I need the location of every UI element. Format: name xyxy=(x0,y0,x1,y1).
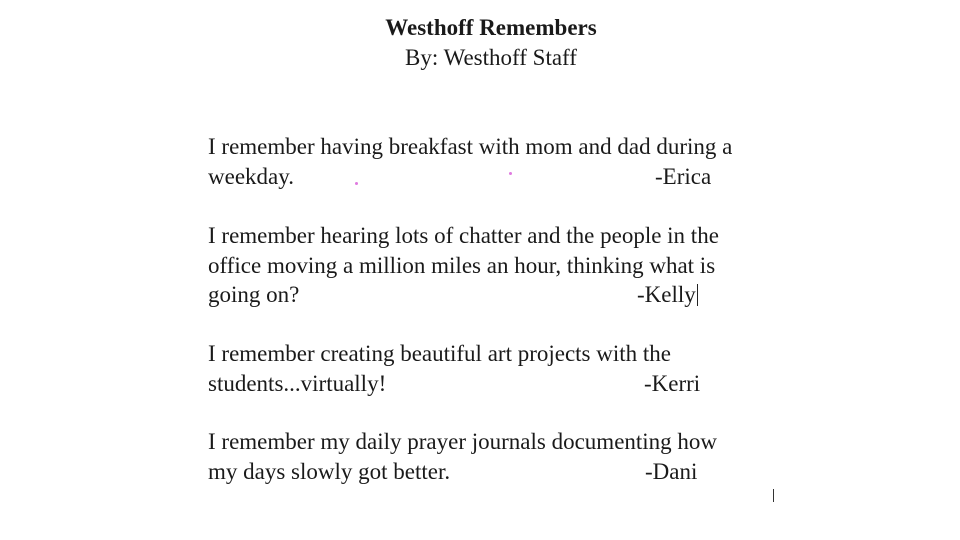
document-byline: By: Westhoff Staff xyxy=(405,45,577,70)
entry-line: I remember having breakfast with mom and dad during a xyxy=(208,134,733,159)
memory-entry-erica xyxy=(208,132,768,191)
entry-author-with-caret[interactable] xyxy=(637,280,698,310)
stray-ink-dot xyxy=(355,182,358,185)
entry-line: students...virtually! xyxy=(208,370,387,396)
entry-line: office moving a million miles an hour, thinking what is xyxy=(208,252,716,278)
entry-author: -Kerri xyxy=(644,370,701,396)
text-caret xyxy=(697,284,698,306)
entry-last-line xyxy=(208,162,768,192)
entry-line: my days slowly got better. xyxy=(208,458,451,484)
entry-author: -Kelly xyxy=(637,282,696,307)
entry-line: going on? xyxy=(208,282,300,307)
entry-line: I remember creating beautiful art projects with the xyxy=(208,341,671,366)
entry-line: I remember my daily prayer journals documenting how xyxy=(208,429,718,454)
entry-author: -Dani xyxy=(645,458,698,484)
entry-last-line xyxy=(208,280,768,310)
entry-line: I remember hearing lots of chatter and the people in the xyxy=(208,223,719,248)
entry-line: weekday. xyxy=(208,163,294,189)
memory-entry-dani xyxy=(208,427,768,486)
memory-entry-kelly xyxy=(208,221,768,310)
entry-last-line xyxy=(208,457,768,487)
entry-author: -Erica xyxy=(655,163,712,189)
memory-entry-kerri xyxy=(208,339,768,398)
stray-ink-dot xyxy=(509,172,512,175)
ibeam-cursor-icon xyxy=(773,489,774,502)
document-title: Westhoff Remembers xyxy=(385,15,597,40)
entry-last-line xyxy=(208,369,768,399)
